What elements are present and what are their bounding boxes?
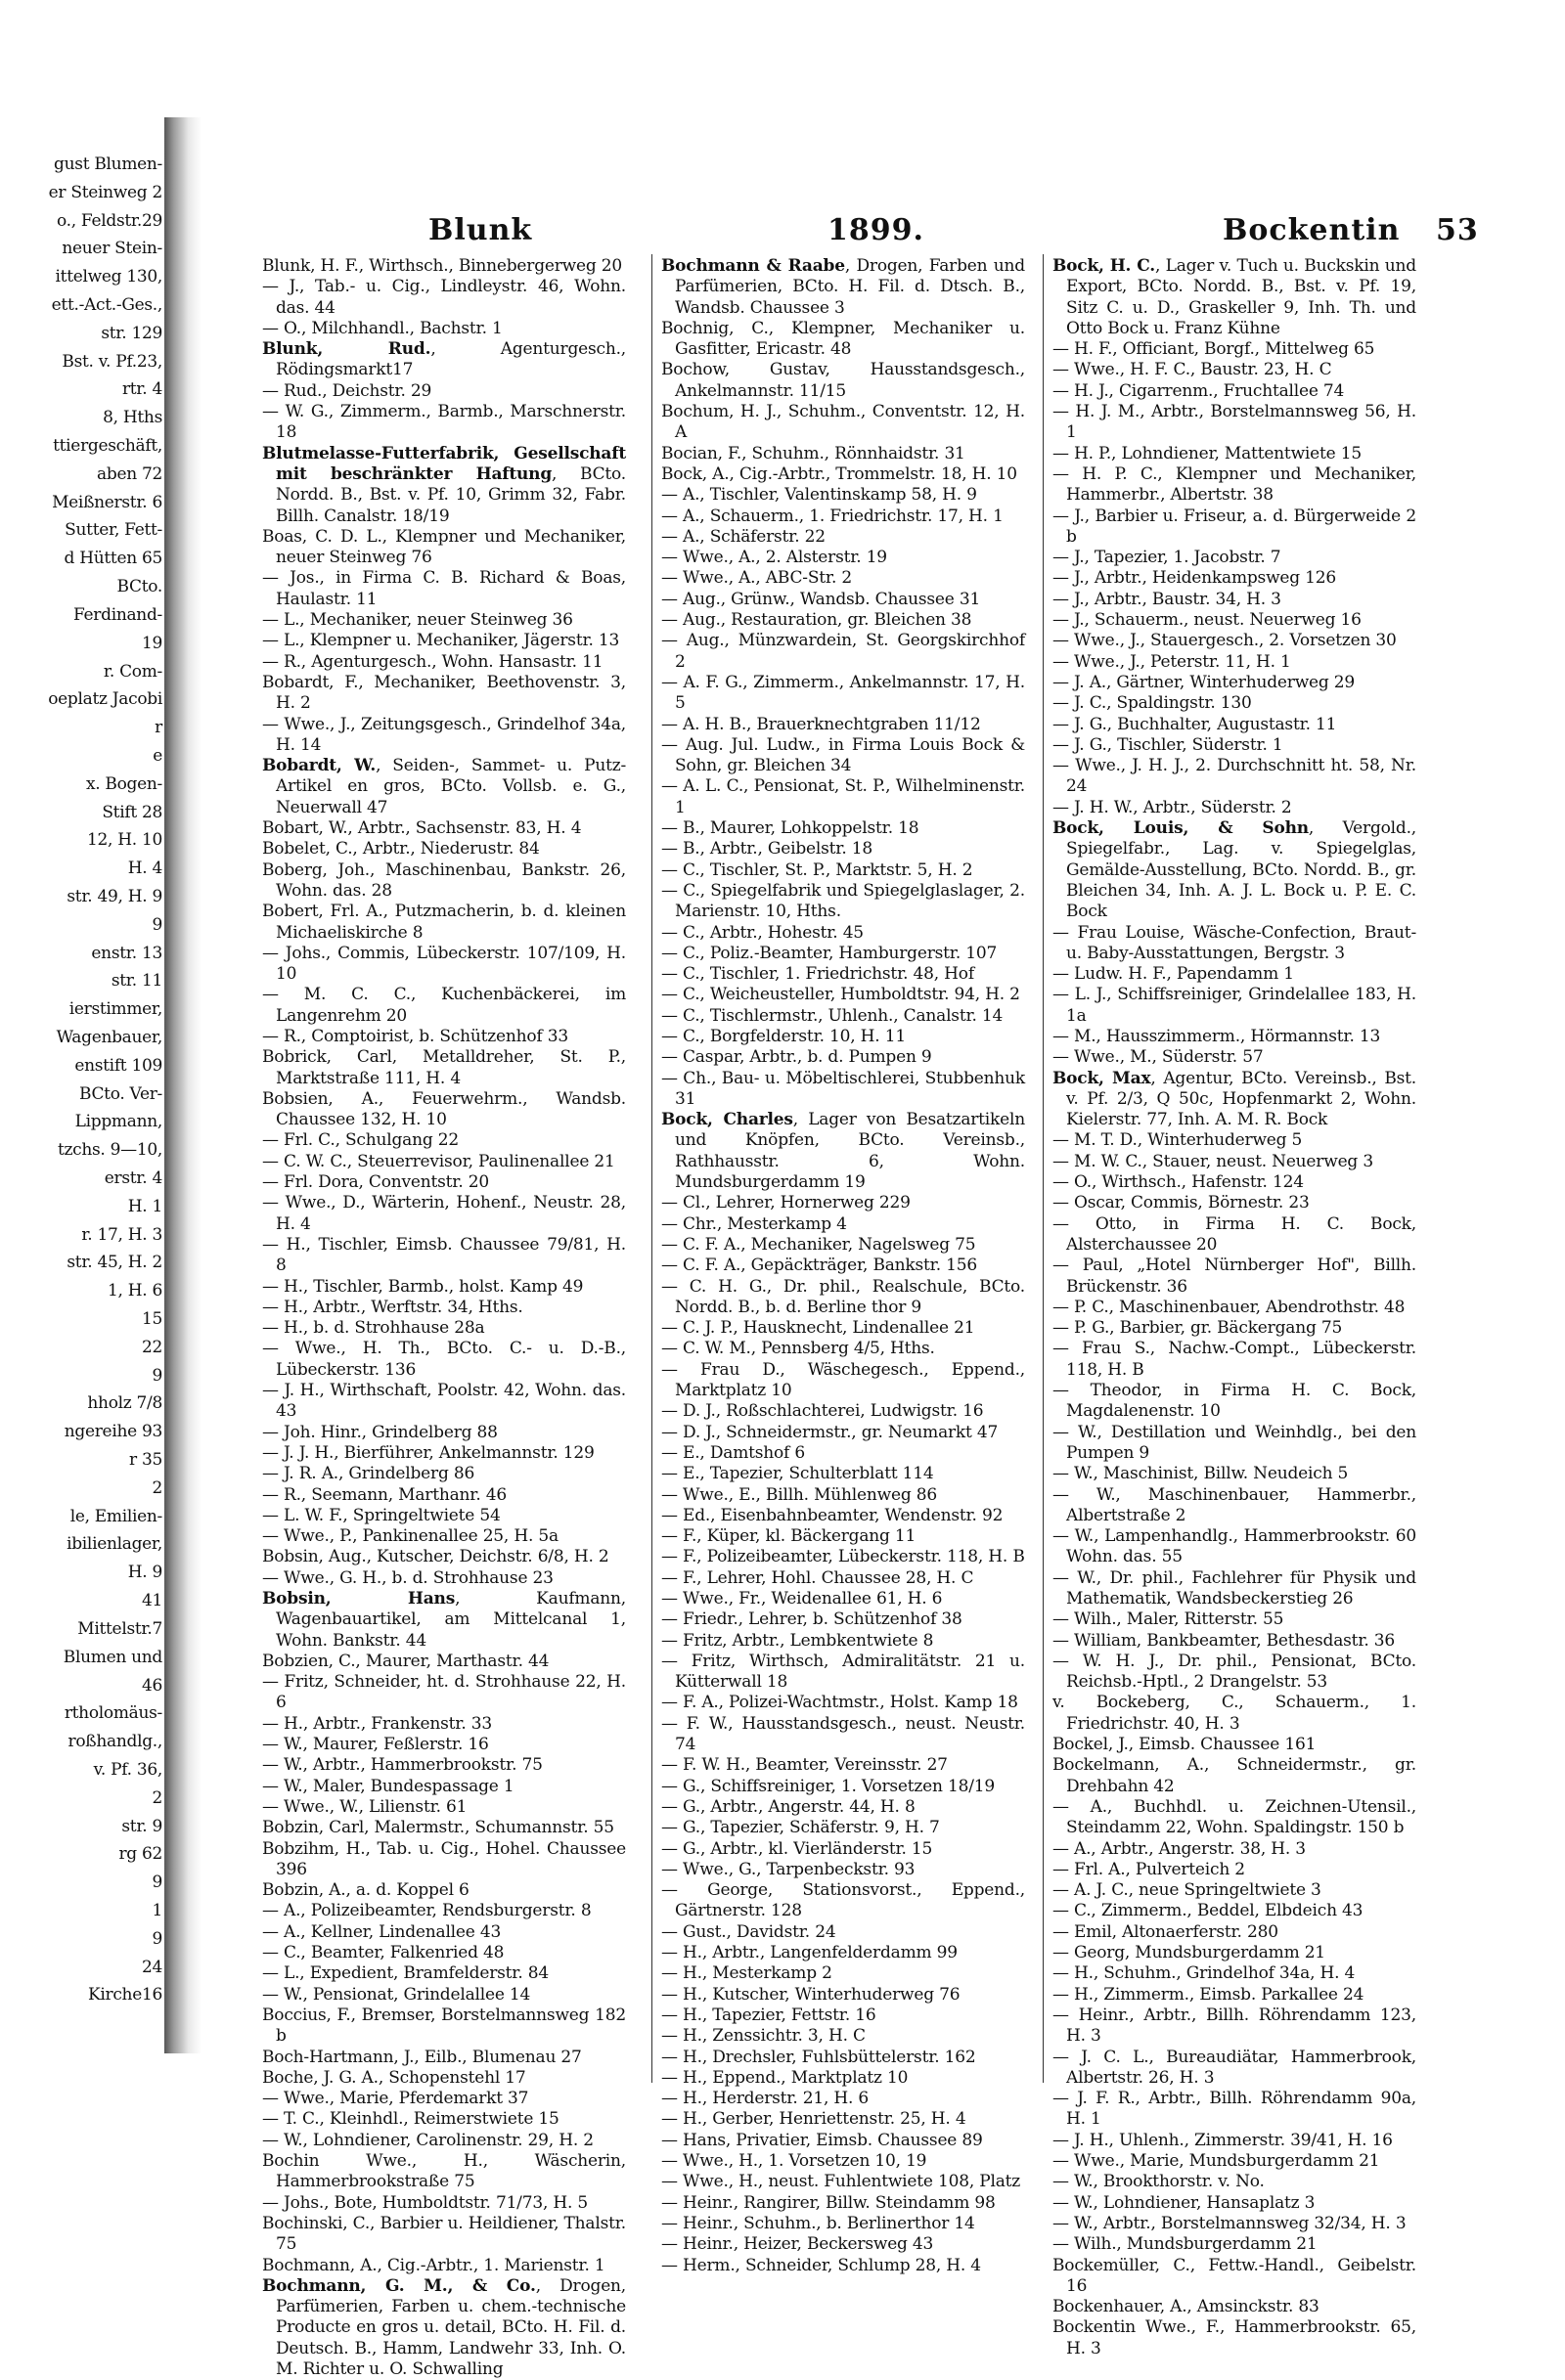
directory-entry: — Emil, Altonaerferstr. 280 xyxy=(1052,1921,1278,1942)
left-page-text: 15 xyxy=(141,1309,162,1330)
directory-entry: — W., Maurer, Feßlerstr. 16 xyxy=(262,1735,489,1755)
directory-entry: — W., Maler, Bundespassage 1 xyxy=(262,1776,514,1796)
directory-entry: — C., Zimmerm., Beddel, Elbdeich 43 xyxy=(1052,1901,1364,1921)
directory-entry: — W., Maschinenbauer, Hammerbr., Albertstraße 2 xyxy=(1052,1484,1416,1525)
left-page-text: erstr. 4 xyxy=(104,1168,162,1189)
directory-entry: — Cl., Lehrer, Hornerweg 229 xyxy=(661,1193,911,1213)
directory-entry: — R., Seemann, Marthanr. 46 xyxy=(262,1484,507,1505)
directory-entry: — W., Arbtr., Borstelmannsweg 32/34, H. 3 xyxy=(1052,2213,1407,2233)
directory-entry: Bockelmann, A., Schneidermstr., gr. Drehbahn 42 xyxy=(1052,1755,1416,1796)
directory-entry: Bock, Charles, Lager von Besatzartikeln und Knöpfen, BCto. Vereinsb., Rathhausstr. 6, Wohn. Mundsburgerdamm 19 xyxy=(661,1110,1025,1193)
directory-entry: — Fritz, Schneider, ht. d. Strohhause 22, H. 6 xyxy=(262,1672,626,1713)
directory-entry: Bockemüller, C., Fettw.-Handl., Geibelstr. 16 xyxy=(1052,2255,1416,2296)
directory-entry: Bockel, J., Eimsb. Chaussee 161 xyxy=(1052,1735,1317,1755)
directory-entry: — Wwe., H., 1. Vorsetzen 10, 19 xyxy=(661,2151,927,2172)
left-page-text: str. 45, H. 2 xyxy=(67,1253,162,1273)
left-page-text: 9 xyxy=(152,914,162,935)
directory-entry: — M. T. D., Winterhuderweg 5 xyxy=(1052,1130,1303,1151)
left-page-text: ngereihe 93 xyxy=(64,1422,162,1442)
directory-entry: — J. A., Gärtner, Winterhuderweg 29 xyxy=(1052,672,1356,692)
directory-entry: — A. H. B., Brauerknechtgraben 11/12 xyxy=(661,714,981,734)
left-page-text: str. 11 xyxy=(111,971,162,992)
directory-entry: — P. G., Barbier, gr. Bäckergang 75 xyxy=(1052,1318,1343,1339)
left-page-text: BCto. Ver- xyxy=(78,1083,162,1104)
directory-entry: — Frau D., Wäschegesch., Eppend., Marktplatz 10 xyxy=(661,1359,1025,1401)
directory-entry: — Wwe., D., Wärterin, Hohenf., Neustr. 28, H. 4 xyxy=(262,1193,626,1234)
directory-entry: — Fritz, Wirthsch, Admiralitätstr. 21 u. Kütterwall 18 xyxy=(661,1651,1025,1693)
directory-entry: — Wwe., H. Th., BCto. C.- u. D.-B., Lübeckerstr. 136 xyxy=(262,1339,626,1380)
directory-entry: — W., Lampenhandlg., Hammerbrookstr. 60 Wohn. das. 55 xyxy=(1052,1526,1416,1567)
directory-entry: — Wwe., Marie, Mundsburgerdamm 21 xyxy=(1052,2151,1380,2172)
directory-entry: — Aug., Grünw., Wandsb. Chaussee 31 xyxy=(661,589,981,609)
directory-entry: — W., Arbtr., Hammerbrookstr. 75 xyxy=(262,1755,543,1776)
directory-entry: — F. A., Polizei-Wachtmstr., Holst. Kamp 18 xyxy=(661,1693,1018,1713)
directory-entry: — C., Spiegelfabrik und Spiegelglaslager, 2. Marienstr. 10, Hths. xyxy=(661,880,1025,922)
directory-entry: — W., Destillation und Weinhdlg., bei den Pumpen 9 xyxy=(1052,1422,1416,1463)
directory-entry: — Aug., Restauration, gr. Bleichen 38 xyxy=(661,610,972,631)
left-page-text: Stift 28 xyxy=(102,802,162,822)
directory-entry: — H. P., Lohndiener, Mattentwiete 15 xyxy=(1052,443,1362,463)
directory-entry: — Wwe., G. H., b. d. Strohhause 23 xyxy=(262,1567,554,1588)
directory-entry: — H. J., Cigarrenm., Fruchtallee 74 xyxy=(1052,380,1345,401)
directory-entry: — Frl. C., Schulgang 22 xyxy=(262,1130,459,1151)
directory-entry: Blunk, Rud., Agenturgesch., Rödingsmarkt17 xyxy=(262,339,626,380)
left-page-text: ierstimmer, xyxy=(68,999,162,1020)
directory-entry: — H. J. M., Arbtr., Borstelmannsweg 56, H. 1 xyxy=(1052,402,1416,443)
directory-entry: — R., Agenturgesch., Wohn. Hansastr. 11 xyxy=(262,651,604,672)
left-page-text: gust Blumen- xyxy=(54,154,162,174)
directory-entry: — J., Tapezier, 1. Jacobstr. 7 xyxy=(1052,548,1281,568)
left-page-text: 46 xyxy=(141,1675,162,1696)
directory-entry: Bobsien, A., Feuerwehrm., Wandsb. Chaussee 132, H. 10 xyxy=(262,1088,626,1130)
left-page-text: ibilienlager, xyxy=(67,1534,162,1555)
directory-entry: — Caspar, Arbtr., b. d. Pumpen 9 xyxy=(661,1047,932,1068)
directory-entry: — C., Tischlermstr., Uhlenh., Canalstr. 14 xyxy=(661,1005,1004,1026)
directory-entry: Bobsin, Aug., Kutscher, Deichstr. 6/8, H. 2 xyxy=(262,1547,609,1567)
left-page-text: d Hütten 65 xyxy=(64,549,162,569)
directory-entry: — J. J. H., Bierführer, Ankelmannstr. 129 xyxy=(262,1442,595,1463)
left-page-text: hholz 7/8 xyxy=(87,1393,162,1414)
directory-entry: — H., Zenssichtr. 3, H. C xyxy=(661,2026,866,2047)
directory-entry: — T. C., Kleinhdl., Reimerstwiete 15 xyxy=(262,2109,559,2130)
directory-entry: — J., Arbtr., Baustr. 34, H. 3 xyxy=(1052,589,1281,609)
directory-entry: — J. G., Tischler, Süderstr. 1 xyxy=(1052,734,1283,755)
left-page-text: Kirche16 xyxy=(87,1985,162,2005)
directory-entry: Boche, J. G. A., Schopenstehl 17 xyxy=(262,2067,526,2088)
directory-entry: Bochmann & Raabe, Drogen, Farben und Parfümerien, BCto. H. Fil. d. Dtsch. B., Wandsb. Chaussee 3 xyxy=(661,256,1025,318)
directory-entry: Bobrick, Carl, Metalldreher, St. P., Marktstraße 111, H. 4 xyxy=(262,1047,626,1088)
directory-entry: — Heinr., Rangirer, Billw. Steindamm 98 xyxy=(661,2192,996,2213)
directory-entry: — H., Gerber, Henriettenstr. 25, H. 4 xyxy=(661,2109,966,2130)
directory-entry: Bobert, Frl. A., Putzmacherin, b. d. kleinen Michaeliskirche 8 xyxy=(262,902,626,943)
directory-entry: — L. W. F., Springeltwiete 54 xyxy=(262,1505,501,1525)
directory-entry: — Ludw. H. F., Papendamm 1 xyxy=(1052,964,1294,985)
left-page-text: 2 xyxy=(152,1787,162,1808)
directory-entry: — D. J., Schneidermstr., gr. Neumarkt 47 xyxy=(661,1422,999,1442)
directory-entry: Bobsin, Hans, Kaufmann, Wagenbauartikel, am Mittelcanal 1, Wohn. Bankstr. 44 xyxy=(262,1589,626,1651)
directory-entry: — Frau S., Nachw.-Compt., Lübeckerstr. 118, H. B xyxy=(1052,1339,1416,1380)
left-page-text: str. 9 xyxy=(121,1816,162,1836)
directory-entry: — A. F. G., Zimmerm., Ankelmannstr. 17, H. 5 xyxy=(661,672,1025,714)
directory-entry: Bockenhauer, A., Amsinckstr. 83 xyxy=(1052,2297,1319,2317)
directory-entry: — G., Schiffsreiniger, 1. Vorsetzen 18/19 xyxy=(661,1776,995,1796)
left-page-text: 9 xyxy=(152,1365,162,1386)
left-page-text: r. Com- xyxy=(103,661,162,682)
directory-entry: — Frau Louise, Wäsche-Confection, Braut- u. Baby-Ausstattungen, Bergstr. 3 xyxy=(1052,922,1416,963)
directory-entry: — O., Milchhandl., Bachstr. 1 xyxy=(262,318,503,338)
left-page-text: oeplatz Jacobi xyxy=(48,689,162,710)
directory-entry: — George, Stationsvorst., Eppend., Gärtnerstr. 128 xyxy=(661,1880,1025,1921)
left-page-text: Ferdinand- xyxy=(72,604,162,625)
directory-entry: — H., Herderstr. 21, H. 6 xyxy=(661,2089,870,2109)
directory-entry: — C. W. C., Steuerrevisor, Paulinenallee 21 xyxy=(262,1151,615,1171)
directory-entry: — Gust., Davidstr. 24 xyxy=(661,1921,836,1942)
directory-entry: — Heinr., Schuhm., b. Berlinerthor 14 xyxy=(661,2213,975,2233)
directory-entry: — C., Arbtr., Hohestr. 45 xyxy=(661,922,864,943)
directory-entry: — C. W. M., Pennsberg 4/5, Hths. xyxy=(661,1339,935,1359)
left-page-text: 19 xyxy=(141,633,162,653)
left-page-text: str. 129 xyxy=(101,323,162,343)
column-1 xyxy=(262,256,626,2380)
left-page-text: r. 17, H. 3 xyxy=(81,1224,162,1245)
directory-entry: — Hans, Privatier, Eimsb. Chaussee 89 xyxy=(661,2130,983,2150)
left-page-text: r 35 xyxy=(129,1450,162,1471)
left-page-text: 12, H. 10 xyxy=(86,830,162,851)
directory-entry: — Ed., Eisenbahnbeamter, Wendenstr. 92 xyxy=(661,1505,1004,1525)
left-page-text: le, Emilien- xyxy=(69,1506,162,1526)
directory-entry: — L., Klempner u. Mechaniker, Jägerstr. 13 xyxy=(262,631,620,651)
left-page-text: neuer Stein- xyxy=(62,239,162,259)
left-page-text: Bst. v. Pf.23, xyxy=(62,351,162,372)
directory-entry: — O., Wirthsch., Hafenstr. 124 xyxy=(1052,1172,1304,1193)
left-page-text: enstift 109 xyxy=(74,1055,162,1076)
directory-entry: — C., Poliz.-Beamter, Hamburgerstr. 107 xyxy=(661,943,998,963)
directory-entry: — Wilh., Mundsburgerdamm 21 xyxy=(1052,2234,1318,2255)
directory-entry: — W. G., Zimmerm., Barmb., Marschnerstr. 18 xyxy=(262,402,626,443)
running-head-right: Bockentin xyxy=(1223,213,1401,247)
left-page-text: enstr. 13 xyxy=(91,943,162,963)
directory-page xyxy=(196,108,1565,2379)
directory-entry: — A., Schäferstr. 22 xyxy=(661,526,826,547)
directory-entry: — W. H. J., Dr. phil., Pensionat, BCto. Reichsb.-Hptl., 2 Drangelstr. 53 xyxy=(1052,1651,1416,1693)
directory-entry: — J., Schauerm., neust. Neuerweg 16 xyxy=(1052,610,1362,631)
directory-entry: — J. G., Buchhalter, Augustastr. 11 xyxy=(1052,714,1337,734)
directory-entry: — H., Tischler, Barmb., holst. Kamp 49 xyxy=(262,1276,584,1297)
directory-entry: v. Bockeberg, C., Schauerm., 1. Friedrichstr. 40, H. 3 xyxy=(1052,1693,1416,1734)
directory-entry: — G., Arbtr., Angerstr. 44, H. 8 xyxy=(661,1796,916,1817)
directory-entry: — H. F., Officiant, Borgf., Mittelweg 65 xyxy=(1052,339,1375,360)
directory-entry: — A. J. C., neue Springeltwiete 3 xyxy=(1052,1880,1321,1901)
directory-entry: — F. W. H., Beamter, Vereinsstr. 27 xyxy=(661,1755,948,1776)
directory-entry: Bochinski, C., Barbier u. Heildiener, Thalstr. 75 xyxy=(262,2213,626,2255)
directory-entry: — J. R. A., Grindelberg 86 xyxy=(262,1464,475,1484)
directory-entry: Bochmann, G. M., & Co., Drogen, Parfümerien, Farben u. chem.-technische Producte en gros u. detail, BCto. H. Fil. d. Deutsch. B., Hamm, Landwehr 33, Inh. O. M. Richter u. O. Schwalling xyxy=(262,2275,627,2379)
directory-entry: — Wwe., A., ABC-Str. 2 xyxy=(661,568,852,589)
directory-entry: — H., Tapezier, Fettstr. 16 xyxy=(661,2005,876,2025)
left-page-text: ittelweg 130, xyxy=(55,267,162,287)
directory-entry: — Wwe., H. F. C., Baustr. 23, H. C xyxy=(1052,360,1332,380)
directory-entry: — Frl. A., Pulverteich 2 xyxy=(1052,1859,1245,1879)
directory-entry: — H., Tischler, Eimsb. Chaussee 79/81, H. 8 xyxy=(262,1234,626,1276)
left-page-text: 24 xyxy=(141,1957,162,1977)
left-page-text: 8, Hths xyxy=(103,408,162,428)
directory-entry: — B., Arbtr., Geibelstr. 18 xyxy=(661,839,873,859)
directory-entry: — Wwe., J., Stauergesch., 2. Vorsetzen 30 xyxy=(1052,631,1397,651)
left-page-text: rtholomäus- xyxy=(64,1703,162,1724)
directory-entry: Blutmelasse-Futterfabrik, Gesellschaft mit beschränkter Haftung, BCto. Nordd. B., Bst. v. Pf. 10, Grimm 32, Fabr. Billh. Canalstr. 18/19 xyxy=(262,443,626,526)
directory-entry: — Otto, in Firma H. C. Bock, Alsterchaussee 20 xyxy=(1052,1213,1416,1255)
left-page-text: 22 xyxy=(141,1337,162,1357)
directory-entry: — Wwe., Marie, Pferdemarkt 37 xyxy=(262,2089,529,2109)
directory-entry: — C., Tischler, St. P., Marktstr. 5, H. 2 xyxy=(661,859,973,880)
directory-entry: — M., Hausszimmerm., Hörmannstr. 13 xyxy=(1052,1026,1381,1046)
directory-entry: — J. H., Wirthschaft, Poolstr. 42, Wohn. das. 43 xyxy=(262,1381,626,1422)
directory-entry: — J. F. R., Arbtr., Billh. Röhrendamm 90a, H. 1 xyxy=(1052,2089,1416,2130)
directory-entry: — H., b. d. Strohhause 28a xyxy=(262,1318,485,1339)
directory-entry: — A., Schauerm., 1. Friedrichstr. 17, H. 1 xyxy=(661,506,1004,526)
left-page-text: tzchs. 9—10, xyxy=(57,1140,162,1161)
left-page-text: Mittelstr.7 xyxy=(77,1618,162,1639)
directory-entry: Bockentin Wwe., F., Hammerbrookstr. 65, H. 3 xyxy=(1052,2317,1416,2358)
directory-entry: — J. C., Spaldingstr. 130 xyxy=(1052,693,1252,714)
left-page-text: H. 1 xyxy=(127,1196,162,1216)
directory-entry: — H., Arbtr., Werftstr. 34, Hths. xyxy=(262,1297,523,1317)
directory-entry: — A., Polizeibeamter, Rendsburgerstr. 8 xyxy=(262,1901,592,1921)
directory-entry: — A., Arbtr., Angerstr. 38, H. 3 xyxy=(1052,1838,1306,1859)
directory-entry: — Wwe., W., Lilienstr. 61 xyxy=(262,1796,468,1817)
directory-entry: Bochnig, C., Klempner, Mechaniker u. Gasfitter, Ericastr. 48 xyxy=(661,318,1025,360)
directory-entry: — A., Buchhdl. u. Zeichnen-Utensil., Steindamm 22, Wohn. Spaldingstr. 150 b xyxy=(1052,1796,1416,1838)
directory-entry: — C. J. P., Hausknecht, Lindenallee 21 xyxy=(661,1318,975,1339)
left-page-text: r xyxy=(155,718,162,738)
left-page-text: rg 62 xyxy=(118,1844,162,1865)
directory-entry: Bobardt, F., Mechaniker, Beethovenstr. 3, H. 2 xyxy=(262,672,626,714)
directory-entry: — A., Tischler, Valentinskamp 58, H. 9 xyxy=(661,485,977,506)
directory-entry: — H., Eppend., Marktplatz 10 xyxy=(661,2067,909,2088)
directory-entry: — J. H., Uhlenh., Zimmerstr. 39/41, H. 16 xyxy=(1052,2130,1393,2150)
column-2 xyxy=(661,256,1025,2276)
left-page-text: 1, H. 6 xyxy=(108,1281,162,1301)
left-page-text: 9 xyxy=(152,1873,162,1893)
directory-entry: — Paul, „Hotel Nürnberger Hof", Billh. Brückenstr. 36 xyxy=(1052,1256,1416,1297)
directory-entry: — Oscar, Commis, Börnestr. 23 xyxy=(1052,1193,1310,1213)
directory-entry: — E., Tapezier, Schulterblatt 114 xyxy=(661,1464,934,1484)
left-page-text: e xyxy=(153,745,162,766)
directory-entry: Bock, Louis, & Sohn, Vergold., Spiegelfabr., Lag. v. Spiegelglas, Gemälde-Ausstellung, BCto. Nordd. B., gr. Bleichen 34, Inh. A. J. L. Bock u. P. E. C. Bock xyxy=(1052,818,1416,922)
column-3 xyxy=(1052,256,1416,2359)
left-page-text: x. Bogen- xyxy=(85,773,162,794)
directory-entry: — Wwe., J., Zeitungsgesch., Grindelhof 34a, H. 14 xyxy=(262,714,626,755)
left-page-text: Meißnerstr. 6 xyxy=(52,492,162,512)
directory-entry: — J., Tab.- u. Cig., Lindleystr. 46, Wohn. das. 44 xyxy=(262,277,626,318)
directory-entry: — Wwe., G., Tarpenbeckstr. 93 xyxy=(661,1859,916,1879)
directory-entry: — B., Maurer, Lohkoppelstr. 18 xyxy=(661,818,919,839)
directory-entry: — F. W., Hausstandsgesch., neust. Neustr. 74 xyxy=(661,1713,1025,1755)
directory-entry: — Wwe., J., Peterstr. 11, H. 1 xyxy=(1052,651,1291,672)
directory-entry: — Georg, Mundsburgerdamm 21 xyxy=(1052,1943,1325,1963)
directory-entry: — Frl. Dora, Conventstr. 20 xyxy=(262,1172,489,1193)
directory-entry: Bock, Max, Agentur, BCto. Vereinsb., Bst. v. Pf. 2/3, Q 50c, Hopfenmarkt 2, Wohn. Kielerstr. 77, Inh. A. M. R. Bock xyxy=(1052,1068,1416,1130)
directory-entry: — Wwe., Fr., Weidenallee 61, H. 6 xyxy=(661,1589,943,1609)
directory-entry: — Wwe., A., 2. Alsterstr. 19 xyxy=(661,548,887,568)
directory-entry: — J. H. W., Arbtr., Süderstr. 2 xyxy=(1052,797,1292,817)
left-page-fragment xyxy=(0,108,166,2053)
directory-entry: — G., Tapezier, Schäferstr. 9, H. 7 xyxy=(661,1818,940,1838)
left-page-text: er Steinweg 2 xyxy=(48,182,162,202)
directory-entry: — F., Lehrer, Hohl. Chaussee 28, H. C xyxy=(661,1567,974,1588)
left-page-text: Lippmann, xyxy=(74,1112,162,1132)
directory-entry: — P. C., Maschinenbauer, Abendrothstr. 48 xyxy=(1052,1297,1406,1317)
directory-entry: — W., Lohndiener, Carolinenstr. 29, H. 2 xyxy=(262,2130,594,2150)
directory-entry: Bobardt, W., Seiden-, Sammet- u. Putz-Artikel en gros, BCto. Vollsb. e. G., Neuerwall 47 xyxy=(262,756,627,817)
directory-entry: — W., Dr. phil., Fachlehrer für Physik und Mathematik, Wandsbeckerstieg 26 xyxy=(1052,1567,1416,1609)
directory-entry: — Jos., in Firma C. B. Richard & Boas, Haulastr. 11 xyxy=(262,568,626,609)
running-head-left: Blunk xyxy=(428,213,533,247)
directory-entry: — C., Borgfelderstr. 10, H. 11 xyxy=(661,1026,906,1046)
running-head-year: 1899. xyxy=(827,213,924,247)
directory-entry: — J., Barbier u. Friseur, a. d. Bürgerweide 2 b xyxy=(1052,506,1416,547)
left-page-text: roßhandlg., xyxy=(67,1732,162,1752)
directory-entry: — Aug., Münzwardein, St. Georgskirchhof 2 xyxy=(661,631,1025,672)
left-page-text: aben 72 xyxy=(97,463,162,484)
directory-entry: — J., Arbtr., Heidenkampsweg 126 xyxy=(1052,568,1337,589)
directory-entry: Bock, A., Cig.-Arbtr., Trommelstr. 18, H. 10 xyxy=(661,463,1017,484)
directory-entry: — W., Lohndiener, Hansaplatz 3 xyxy=(1052,2192,1316,2213)
directory-entry: Boch-Hartmann, J., Eilb., Blumenau 27 xyxy=(262,2047,582,2067)
directory-entry: Bochum, H. J., Schuhm., Conventstr. 12, H. A xyxy=(661,402,1025,443)
directory-entry: Boberg, Joh., Maschinenbau, Bankstr. 26, Wohn. das. 28 xyxy=(262,859,626,901)
directory-entry: Blunk, H. F., Wirthsch., Binnebergerweg 20 xyxy=(262,256,623,276)
directory-entry: — Fritz, Arbtr., Lembkentwiete 8 xyxy=(661,1630,934,1651)
directory-entry: — L., Mechaniker, neuer Steinweg 36 xyxy=(262,610,573,631)
column-divider xyxy=(651,254,652,2083)
directory-entry: Bocian, F., Schuhm., Rönnhaidstr. 31 xyxy=(661,443,965,463)
directory-entry: — H., Kutscher, Winterhuderweg 76 xyxy=(661,1984,961,2005)
directory-entry: Bock, H. C., Lager v. Tuch u. Buckskin und Export, BCto. Nordd. B., Bst. v. Pf. 19, Sitz C. u. D., Graskeller 9, Inh. Th. und Otto Bock u. Franz Kühne xyxy=(1052,256,1416,338)
left-page-text: Blumen und xyxy=(63,1647,162,1667)
directory-entry: — Wwe., P., Pankinenallee 25, H. 5a xyxy=(262,1526,559,1547)
directory-entry: — A. L. C., Pensionat, St. P., Wilhelminenstr. 1 xyxy=(661,776,1025,817)
directory-entry: Bobzin, Carl, Malermstr., Schumannstr. 55 xyxy=(262,1818,614,1838)
left-page-text: rtr. 4 xyxy=(121,379,162,400)
left-page-text: o., Feldstr.29 xyxy=(56,210,162,231)
left-page-text: BCto. xyxy=(116,577,162,597)
left-page-text: ttiergeschäft, xyxy=(53,436,162,457)
directory-entry: — H., Zimmerm., Eimsb. Parkallee 24 xyxy=(1052,1984,1364,2005)
directory-entry: — H., Drechsler, Fuhlsbüttelerstr. 162 xyxy=(661,2047,976,2067)
directory-entry: — L. J., Schiffsreiniger, Grindelallee 183, H. 1a xyxy=(1052,985,1416,1026)
directory-entry: — C. H. G., Dr. phil., Realschule, BCto. Nordd. B., b. d. Berline thor 9 xyxy=(661,1276,1025,1317)
directory-entry: Bobelet, C., Arbtr., Niederustr. 84 xyxy=(262,839,540,859)
directory-entry: — William, Bankbeamter, Bethesdastr. 36 xyxy=(1052,1630,1396,1651)
directory-entry: Boccius, F., Bremser, Borstelmannsweg 182 b xyxy=(262,2005,626,2047)
directory-entry: — Wwe., E., Billh. Mühlenweg 86 xyxy=(661,1484,937,1505)
directory-entry: — M. W. C., Stauer, neust. Neuerweg 3 xyxy=(1052,1151,1373,1171)
left-page-text: Wagenbauer, xyxy=(56,1027,162,1047)
directory-entry: — H., Mesterkamp 2 xyxy=(661,1963,832,1984)
directory-entry: — C., Tischler, 1. Friedrichstr. 48, Hof xyxy=(661,964,974,985)
directory-entry: — Wwe., M., Süderstr. 57 xyxy=(1052,1047,1264,1068)
directory-entry: — Rud., Deichstr. 29 xyxy=(262,380,432,401)
left-page-text: Sutter, Fett- xyxy=(65,520,162,541)
directory-entry: — Heinr., Arbtr., Billh. Röhrendamm 123, H. 3 xyxy=(1052,2005,1416,2047)
directory-entry: — G., Arbtr., kl. Vierländerstr. 15 xyxy=(661,1838,933,1859)
left-page-text: 1 xyxy=(152,1900,162,1920)
directory-entry: — E., Damtshof 6 xyxy=(661,1442,805,1463)
directory-entry: Bobzien, C., Maurer, Marthastr. 44 xyxy=(262,1651,550,1671)
column-divider xyxy=(1043,254,1044,2083)
directory-entry: — F., Polizeibeamter, Lübeckerstr. 118, H. B xyxy=(661,1547,1025,1567)
left-page-text: H. 9 xyxy=(127,1563,162,1583)
directory-entry: — M. C. C., Kuchenbäckerei, im Langenrehm 20 xyxy=(262,985,626,1026)
directory-entry: — J. C. L., Bureaudiätar, Hammerbrook, Albertstr. 26, H. 3 xyxy=(1052,2047,1416,2088)
left-page-text: str. 49, H. 9 xyxy=(67,886,162,906)
directory-entry: — H., Schuhm., Grindelhof 34a, H. 4 xyxy=(1052,1963,1356,1984)
directory-entry: — Chr., Mesterkamp 4 xyxy=(661,1213,847,1234)
directory-entry: — W., Maschinist, Billw. Neudeich 5 xyxy=(1052,1464,1349,1484)
left-page-text: H. 4 xyxy=(127,859,162,879)
directory-entry: — Herm., Schneider, Schlump 28, H. 4 xyxy=(661,2255,981,2275)
left-page-text: 9 xyxy=(152,1928,162,1949)
page-number: 53 xyxy=(1436,213,1479,247)
directory-entry: — C. F. A., Mechaniker, Nagelsweg 75 xyxy=(661,1234,976,1255)
directory-entry: — F., Küper, kl. Bäckergang 11 xyxy=(661,1526,917,1547)
directory-entry: — L., Expedient, Bramfelderstr. 84 xyxy=(262,1963,549,1984)
directory-entry: — A., Kellner, Lindenallee 43 xyxy=(262,1921,502,1942)
directory-entry: Bochin Wwe., H., Wäscherin, Hammerbrookstraße 75 xyxy=(262,2151,626,2192)
directory-entry: — Theodor, in Firma H. C. Bock, Magdalenenstr. 10 xyxy=(1052,1381,1416,1422)
directory-entry: — Ch., Bau- u. Möbeltischlerei, Stubbenhuk 31 xyxy=(661,1068,1025,1109)
directory-entry: — Friedr., Lehrer, b. Schützenhof 38 xyxy=(661,1609,962,1630)
directory-entry: — Wilh., Maler, Ritterstr. 55 xyxy=(1052,1609,1284,1630)
directory-entry: — C. F. A., Gepäckträger, Bankstr. 156 xyxy=(661,1256,977,1276)
directory-entry: — Aug. Jul. Ludw., in Firma Louis Bock & Sohn, gr. Bleichen 34 xyxy=(661,734,1025,776)
directory-entry: Bobart, W., Arbtr., Sachsenstr. 83, H. 4 xyxy=(262,818,582,839)
directory-entry: — C., Beamter, Falkenried 48 xyxy=(262,1943,505,1963)
directory-entry: — Joh. Hinr., Grindelberg 88 xyxy=(262,1422,498,1442)
directory-entry: Bobzin, A., a. d. Koppel 6 xyxy=(262,1880,470,1901)
left-page-text: 2 xyxy=(152,1477,162,1498)
left-page-text: v. Pf. 36, xyxy=(93,1759,162,1780)
directory-entry: — Heinr., Heizer, Beckersweg 43 xyxy=(661,2234,934,2255)
directory-entry: — W., Pensionat, Grindelallee 14 xyxy=(262,1984,531,2005)
left-page-text: ett.-Act.-Ges., xyxy=(51,295,162,316)
directory-entry: — H., Arbtr., Frankenstr. 33 xyxy=(262,1713,492,1734)
directory-entry: Boas, C. D. L., Klempner und Mechaniker, neuer Steinweg 76 xyxy=(262,526,626,568)
directory-entry: — R., Comptoirist, b. Schützenhof 33 xyxy=(262,1026,568,1046)
directory-entry: — H. P. C., Klempner und Mechaniker, Hammerbr., Albertstr. 38 xyxy=(1052,463,1416,506)
directory-entry: — C., Weicheusteller, Humboldtstr. 94, H. 2 xyxy=(661,985,1020,1005)
left-page-text: 41 xyxy=(141,1591,162,1611)
directory-entry: — D. J., Roßschlachterei, Ludwigstr. 16 xyxy=(661,1401,984,1422)
directory-entry: — Johs., Commis, Lübeckerstr. 107/109, H. 10 xyxy=(262,943,626,985)
directory-entry: — Johs., Bote, Humboldtstr. 71/73, H. 5 xyxy=(262,2192,588,2213)
directory-entry: — Wwe., H., neust. Fuhlentwiete 108, Platz xyxy=(661,2172,1021,2192)
directory-entry: Bobzihm, H., Tab. u. Cig., Hohel. Chaussee 396 xyxy=(262,1838,626,1879)
directory-entry: Bochow, Gustav, Hausstandsgesch., Ankelmannstr. 11/15 xyxy=(661,360,1025,401)
directory-entry: — H., Arbtr., Langenfelderdamm 99 xyxy=(661,1943,958,1963)
directory-entry: Bochmann, A., Cig.-Arbtr., 1. Marienstr. 1 xyxy=(262,2255,605,2275)
directory-entry: — W., Brookthorstr. v. No. xyxy=(1052,2172,1265,2192)
directory-entry: — Wwe., J. H. J., 2. Durchschnitt ht. 58, Nr. 24 xyxy=(1052,756,1416,797)
